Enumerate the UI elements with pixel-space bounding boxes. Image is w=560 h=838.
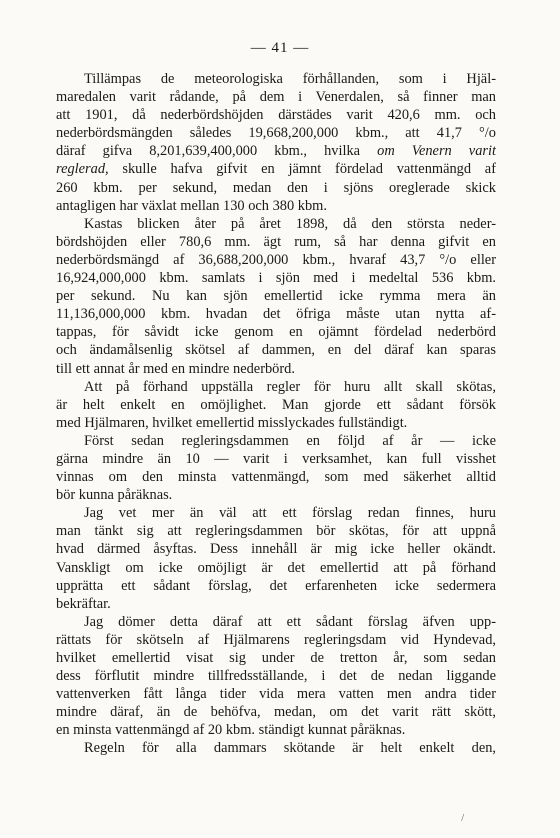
text-line: man tänkt sig att regleringsdammen bör skötas, för att uppnå [56, 523, 496, 540]
text-line: till ett annat år med en mindre nederbörd. [56, 360, 295, 377]
text-line: gärna mindre än 10 — varit i verksamhet, kan full visshet [56, 450, 496, 467]
page-number: — 41 — [250, 40, 310, 56]
text-line: bekräftar. [56, 595, 111, 612]
text-line: mindre däraf, än de behöfva, medan, om det varit rätt skött, [56, 704, 496, 721]
text-line: är helt enkelt en omöjlighet. Man gjorde ett sådant försök [56, 396, 496, 413]
text-line: nederbördsmängd af 36,688,200,000 kbm., hvaraf 43,7 °/o eller [56, 251, 496, 268]
text-line: 16,924,000,000 kbm. samlats i sjön med i medeltal 536 kbm. [56, 270, 496, 287]
text-line: med Hjälmaren, hvilket emellertid misslyckades fullständigt. [56, 414, 408, 431]
text-line: Regeln för alla dammars skötande är helt enkelt den, [84, 740, 496, 757]
text-line: Först sedan regleringsdammen en följd af år — icke [84, 432, 496, 449]
text-line: 260 kbm. per sekund, medan den i sjöns oreglerade skick [56, 179, 496, 196]
emphasis-text: reglerad, [56, 161, 109, 178]
footer-mark: / [461, 813, 464, 824]
text-line: och ändamålsenlig skötsel af dammen, en del däraf kan sparas [56, 342, 496, 359]
text-line: hvad därmed åsyftas. Dess innehåll är mig icke heller okändt. [56, 541, 496, 558]
text-line: Jag dömer detta däraf att ett sådant förslag äfven upp- [84, 613, 496, 630]
text-line: vinnas om den minsta vattenmängd, som med säkerhet alltid [56, 469, 496, 486]
text-line: Tillämpas de meteorologiska förhållanden, som i Hjäl- [84, 71, 496, 87]
text-line: bör kunna påräknas. [56, 487, 173, 504]
text-line: dess förflutit mindre tillfredsställande, i det de nedan liggande [56, 668, 496, 685]
text-line: Vanskligt om icke omöjligt är det emellertid att på förhand [56, 559, 496, 576]
text-line: nederbördsmängden således 19,668,200,000 kbm., att 41,7 °/o [56, 125, 496, 142]
text-line: rättats för skötseln af Hjälmarens regleringsdam vid Hyndevad, [56, 631, 496, 648]
text-line: 11,136,000,000 kbm. hvadan det öfriga måste utan nytta af- [56, 306, 496, 323]
text-line: per sekund. Nu kan sjön emellertid icke rymma mera än [56, 288, 496, 305]
text-line: hvilket emellertid visat sig under de tretton år, som sedan [56, 650, 496, 666]
emphasis-text: om Venern varit [377, 143, 496, 160]
text-line: Jag vet mer än väl att ett förslag redan finnes, huru [84, 505, 496, 522]
text-line: däraf gifva 8,201,639,400,000 kbm., hvilka om Venern varit [56, 143, 496, 160]
text-line: Kastas blicken åter på året 1898, då den största neder- [84, 215, 496, 232]
text-line: en minsta vattenmängd af 20 kbm. ständigt kunnat påräknas. [56, 722, 406, 739]
text-line: antagligen har växlat mellan 130 och 380 kbm. [56, 197, 327, 214]
text-line: reglerad, skulle hafva gifvit en jämnt fördelad vattenmängd af [56, 161, 496, 178]
text-line: maredalen varit rådande, på dem i Venerdalen, så finner man [56, 89, 496, 106]
text-line: tappas, för såvidt icke genom en ojämnt fördelad nederbörd [56, 324, 496, 341]
text-line: bördshöjden eller 780,6 mm. ägt rum, så har denna gifvit en [56, 233, 496, 250]
text-line: att 1901, då nederbördshöjden därstädes varit 420,6 mm. och [56, 107, 496, 124]
body-text [56, 70, 496, 758]
text-line: upprätta ett sådant förslag, det erfarenheten icke sedermera [56, 577, 496, 594]
text-line: vattenverken fått långa tider vida mera vatten men andra tider [56, 686, 496, 703]
text-line: Att på förhand uppställa regler för huru allt skall skötas, [84, 378, 496, 395]
